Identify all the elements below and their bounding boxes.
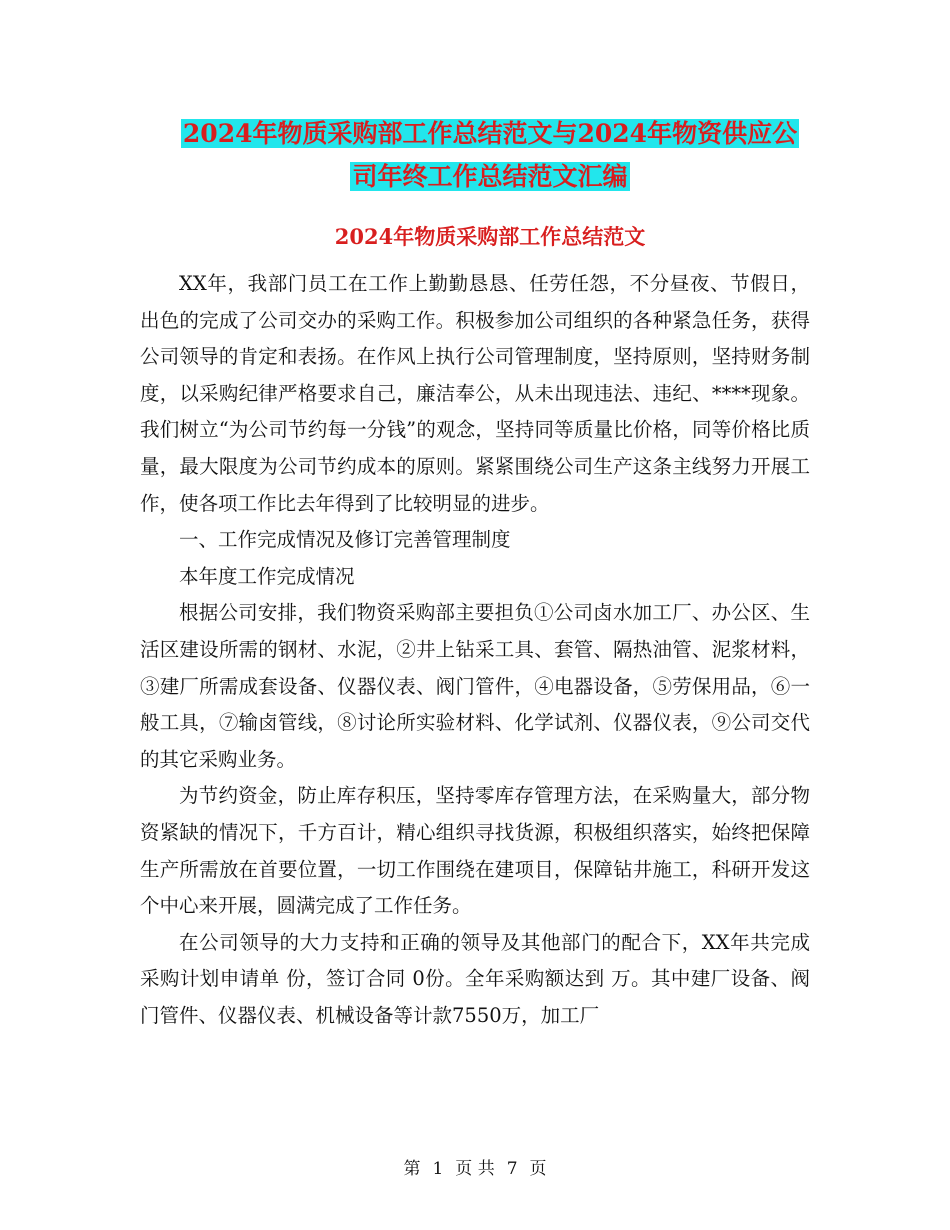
paragraph-heading: 一、工作完成情况及修订完善管理制度 (179, 528, 511, 552)
document-title (140, 112, 840, 198)
footer-page-number: 1 (432, 1159, 444, 1179)
page-footer (0, 1154, 950, 1179)
paragraph-subheading: 本年度工作完成情况 (179, 564, 355, 588)
footer-page-mid: 页 共 (455, 1159, 495, 1179)
footer-page-suffix: 页 (529, 1159, 547, 1179)
document-body (140, 266, 810, 1034)
footer-page-prefix: 第 (403, 1159, 421, 1179)
title-line-2: 司年终工作总结范文汇编 (352, 162, 628, 191)
paragraph: XX年，我部门员工在工作上勤勤恳恳、任劳任怨，不分昼夜、节假日，出色的完成了公司交办的采购工作。积极参加公司组织的各种紧急任务，获得公司领导的肯定和表扬。在作风上执行公司管理制度，坚持原则，坚持财务制度，以采购纪律严格要求自己，廉洁奉公，从未出现违法、违纪、****现象。我们树立“为公司节约每一分钱”的观念，坚持同等质量比价格，同等价格比质量，最大限度为公司节约成本的原则。紧紧围绕公司生产这条主线努力开展工作，使各项工作比去年得到了比较明显的进步。 (140, 272, 810, 515)
section-title: 2024年物质采购部工作总结范文 (334, 224, 646, 249)
title-line-1: 2024年物质采购部工作总结范文与2024年物资供应公 (182, 119, 798, 148)
footer-total-pages: 7 (506, 1159, 518, 1179)
paragraph: 在公司领导的大力支持和正确的领导及其他部门的配合下，XX年共完成采购计划申请单 份，签订合同 0份。全年采购额达到 万。其中建厂设备、阀门管件、仪器仪表、机械设备等计款7550万，加工厂 (140, 930, 810, 1027)
paragraph: 根据公司安排，我们物资采购部主要担负①公司卤水加工厂、办公区、生活区建设所需的钢材、水泥，②井上钻采工具、套管、隔热油管、泥浆材料，③建厂所需成套设备、仪器仪表、阀门管件，④电器设备，⑤劳保用品，⑥一般工具，⑦输卤管线，⑧讨论所实验材料、化学试剂、仪器仪表，⑨公司交代的其它采购业务。 (140, 601, 810, 771)
paragraph: 为节约资金，防止库存积压，坚持零库存管理方法，在采购量大，部分物资紧缺的情况下，千方百计，精心组织寻找货源，积极组织落实，始终把保障生产所需放在首要位置，一切工作围绕在建项目，保障钻井施工，科研开发这个中心来开展，圆满完成了工作任务。 (140, 784, 810, 918)
